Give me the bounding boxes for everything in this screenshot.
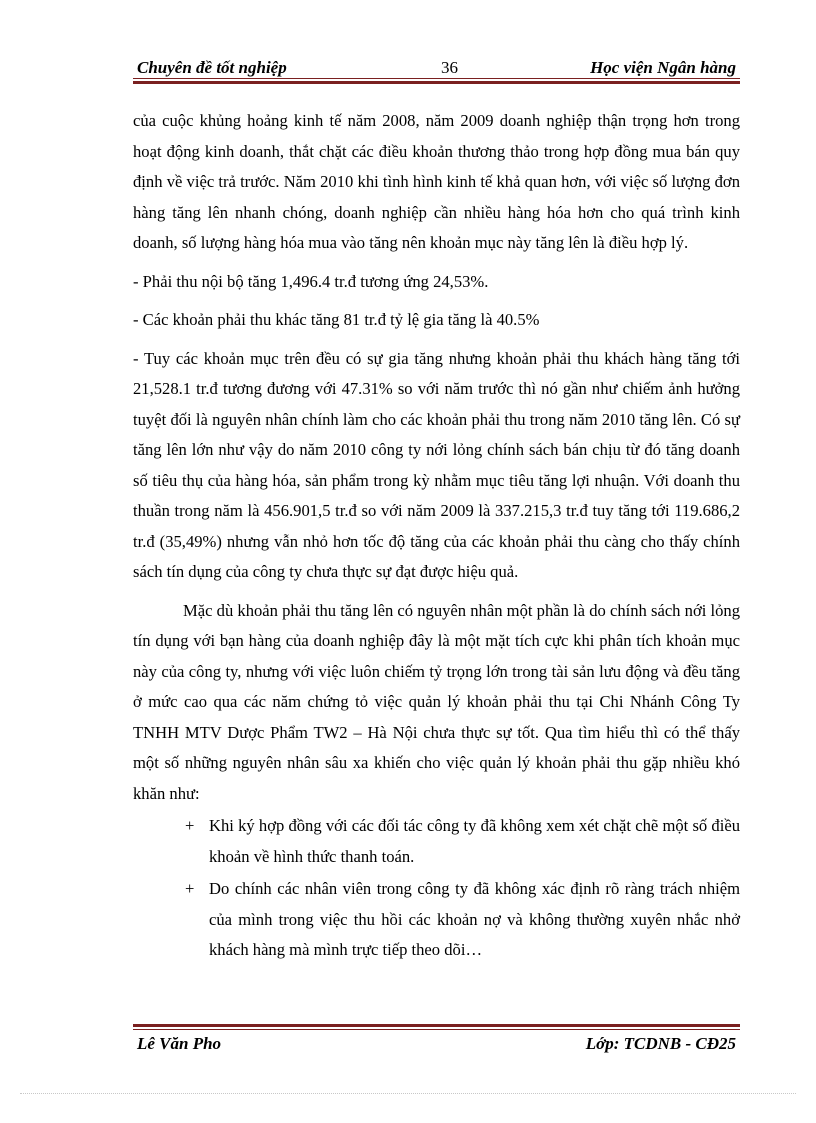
paragraph-other-receivables: - Các khoản phải thu khác tăng 81 tr.đ tỷ lệ gia tăng là 40.5% [133, 310, 540, 329]
paragraph-analysis: Mặc dù khoản phải thu tăng lên có nguyên nhân một phần là do chính sách nới lỏng tín dụng với bạn hàng của doanh nghiệp đây là một mặt tích cực khi phân tích khoản mục này của công ty, nhưng với việc luôn chiếm tỷ trọng lớn trong tài sản lưu động và đều tăng ở mức cao qua các năm chứng tỏ việc quản lý khoản phải thu tại Chi Nhánh Công Ty TNHH MTV Dược Phẩm TW2 – Hà Nội chưa thực sự tốt. Qua tìm hiểu thì có thể thấy một số những nguyên nhân sâu xa khiến cho việc quản lý khoản phải thu gặp nhiều khó khăn như: [133, 600, 740, 803]
plus-bullet-icon: + [185, 879, 195, 898]
document-body [133, 106, 740, 966]
footer-class: Lớp: TCDNB - CĐ25 [585, 1034, 736, 1053]
list-item-text: Do chính các nhân viên trong công ty đã không xác định rõ ràng trách nhiệm của mình trong việc thu hồi các khoản nợ và không thường xuyên nhắc nhở khách hàng mà mình trực tiếp theo dõi… [209, 879, 740, 959]
header-report-title: Chuyên đề tốt nghiệp [137, 58, 287, 77]
paragraph-customer-receivables: - Tuy các khoản mục trên đều có sự gia tăng nhưng khoản phải thu khách hàng tăng tới 21,528.1 tr.đ tương đương với 47.31% so với năm trước thì nó gần như chiếm ảnh hưởng tuyệt đối là nguyên nhân chính làm cho các khoản phải thu trong năm 2010 tăng lên. Có sự tăng lên lớn như vậy do năm 2010 công ty nới lỏng chính sách bán chịu từ đó tăng doanh số tiêu thụ của hàng hóa, sản phẩm trong kỳ nhằm mục tiêu tăng lợi nhuận. Với doanh thu thuần trong năm là 456.901,5 tr.đ so với năm 2009 là 337.215,3 tr.đ tuy tăng tới 119.686,2 tr.đ (35,49%) nhưng vẫn nhỏ hơn tốc độ tăng của các khoản phải thu càng cho thấy chính sách tín dụng của công ty chưa thực sự đạt được hiệu quả. [133, 348, 740, 581]
plus-bullet-icon: + [185, 816, 195, 835]
page-header [133, 56, 740, 80]
footer-rule-thick [133, 1024, 740, 1027]
header-page-number: 36 [441, 58, 458, 77]
list-item [133, 811, 740, 872]
page-boundary [20, 1093, 796, 1094]
paragraph-internal-receivables: - Phải thu nội bộ tăng 1,496.4 tr.đ tương ứng 24,53%. [133, 271, 489, 291]
header-institution: Học viện Ngân hàng [590, 58, 736, 77]
list-item [133, 874, 740, 966]
list-item-text: Khi ký hợp đồng với các đối tác công ty đã không xem xét chặt chẽ một số điều khoản về hình thức thanh toán. [209, 816, 740, 866]
page-footer [133, 1034, 740, 1058]
header-rule-thick [133, 81, 740, 84]
paragraph-continuation: của cuộc khủng hoảng kinh tế năm 2008, năm 2009 doanh nghiệp thận trọng hơn trong hoạt động kinh doanh, thắt chặt các điều khoản thương thảo trong hợp đồng mua bán quy định về việc trả trước. Năm 2010 khi tình hình kinh tế khả quan hơn, với việc số lượng đơn hàng tăng lên nhanh chóng, doanh nghiệp cần nhiều hàng hóa hơn cho quá trình kinh doanh, số lượng hàng hóa mua vào tăng nên khoản mục này tăng lên là điều hợp lý. [133, 111, 740, 252]
header-rule-thin [133, 78, 740, 79]
footer-rule-thin [133, 1029, 740, 1030]
footer-author: Lê Văn Pho [137, 1034, 222, 1053]
